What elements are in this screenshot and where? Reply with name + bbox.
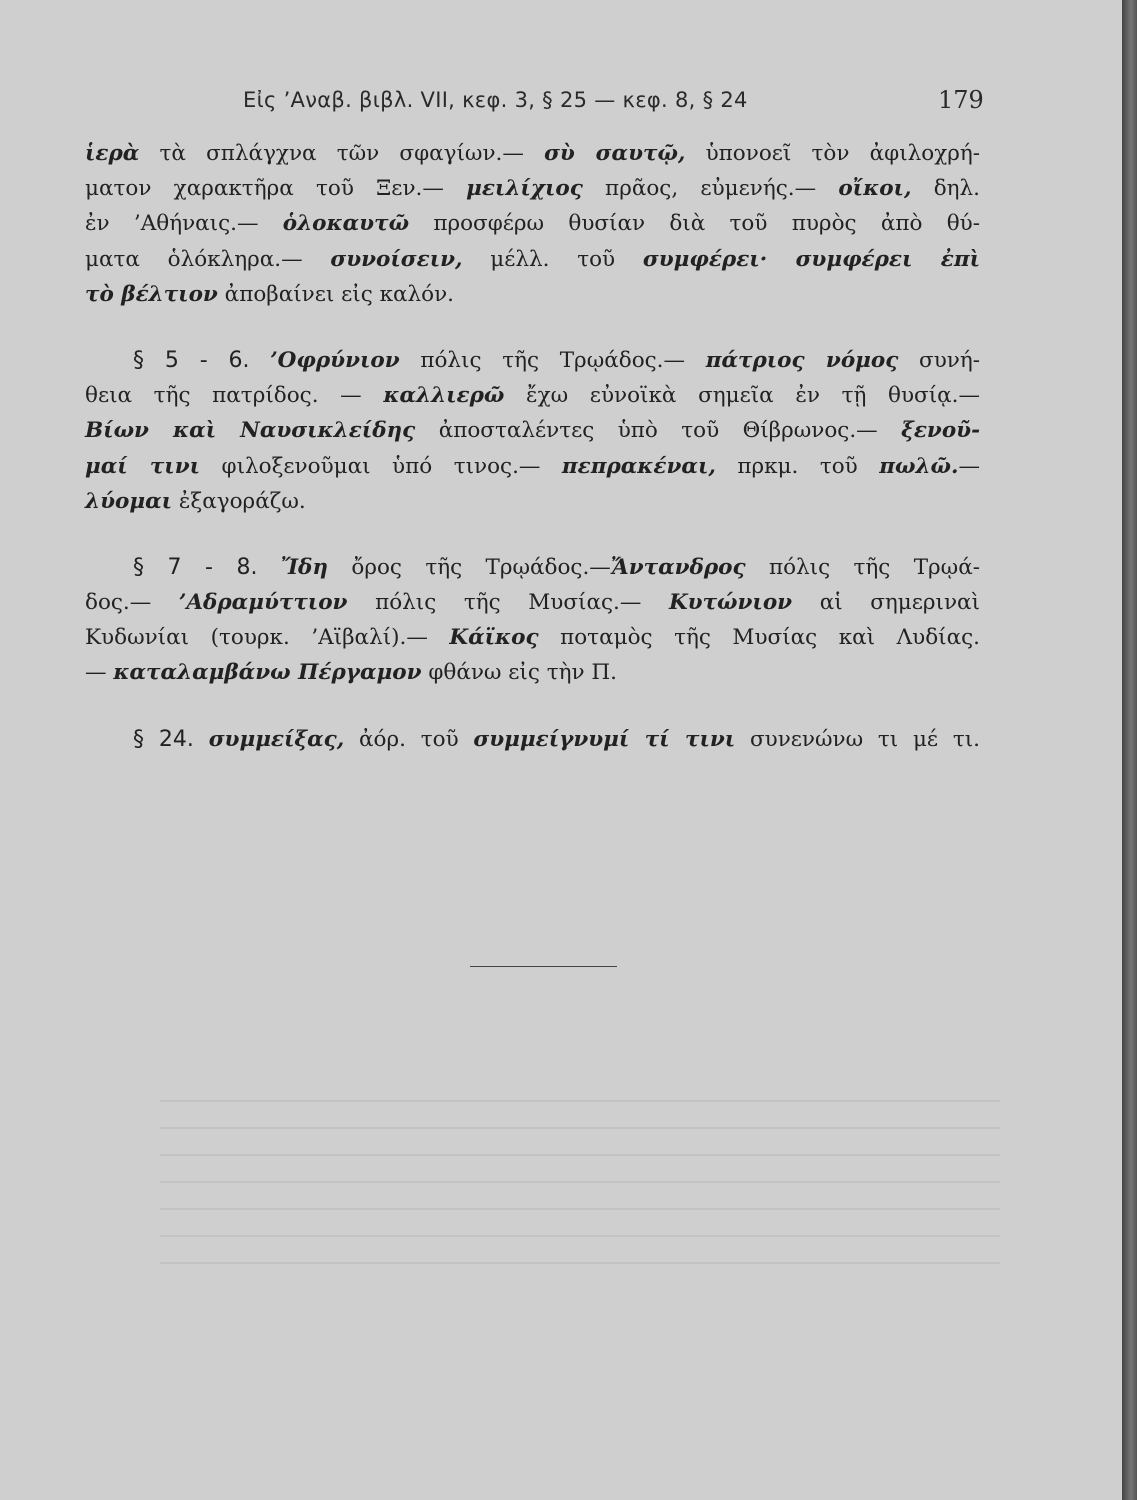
text-line: Βίων καὶ Ναυσικλείδης ἀποσταλέντες ὑπὸ τοῦ Θίβρωνος.— ξενοῦ- [85,418,980,444]
text-line: δος.— ’Αδραμύττιον πόλις τῆς Μυσίας.— Κυτώνιον αἱ σημεριναὶ [85,590,980,616]
text-line: ἐν ’Αθήναις.— ὁλοκαυτῶ προσφέρω θυσίαν διὰ τοῦ πυρὸς ἀπὸ θύ- [85,211,980,237]
bleed-through-shadow [160,1100,1000,1280]
page-number: 179 [938,86,984,114]
text-line: — καταλαμβάνω Πέργαμον φθάνω εἰς τὴν Π. [85,660,617,686]
text-line: θεια τῆς πατρίδος. — καλλιερῶ ἔχω εὐνοϊκὰ σημεῖα ἐν τῇ θυσίᾳ.— [85,383,981,409]
text-line: § 7 - 8. Ἴδη ὄρος τῆς Τρῳάδος.—Ἄντανδρος πόλις τῆς Τρῳά- [133,554,980,580]
text-line: § 24. συμμείξας, ἀόρ. τοῦ συμμείγνυμί τί τινι συνενώνω τι μέ τι. [133,726,980,752]
commentary-text [85,136,980,757]
text-line: ματον χαρακτῆρα τοῦ Ξεν.— μειλίχιος πρᾶος, εὐμενής.— οἴκοι, δηλ. [85,176,980,202]
text-line: τὸ βέλτιον ἀποβαίνει εἰς καλόν. [85,281,454,307]
text-line: λύομαι ἐξαγοράζω. [85,488,306,514]
section-marker: § 24. [133,726,194,752]
text-line: μαί τινι φιλοξενοῦμαι ὑπό τινος.— πεπρακέναι, πρκμ. τοῦ πωλῶ.— [85,453,980,479]
text-line: ἱερὰ τὰ σπλάγχνα τῶν σφαγίων.— σὺ σαυτῷ, ὑπονοεῖ τὸν ἀφιλοχρή- [85,141,981,166]
section-marker: § 5 - 6. [133,347,250,373]
text-line: § 5 - 6. ’Οφρύνιον πόλις τῆς Τρῳάδος.— πάτριος νόμος συνή- [133,347,981,373]
page-edge [1122,0,1137,1500]
text-line: ματα ὁλόκληρα.— συνοίσειν, μέλλ. τοῦ συμφέρει· συμφέρει ἐπὶ [85,246,980,272]
end-rule-divider [470,966,617,967]
running-header: Εἰς ’Αναβ. βιβλ. VII, κεφ. 3, § 25 — κεφ. 8, § 24 [243,88,748,112]
text-line: Κυδωνίαι (τουρκ. ’Αϊβαλί).— Κάϊκος ποταμὸς τῆς Μυσίας καὶ Λυδίας. [85,625,980,651]
section-marker: § 7 - 8. [133,554,258,580]
